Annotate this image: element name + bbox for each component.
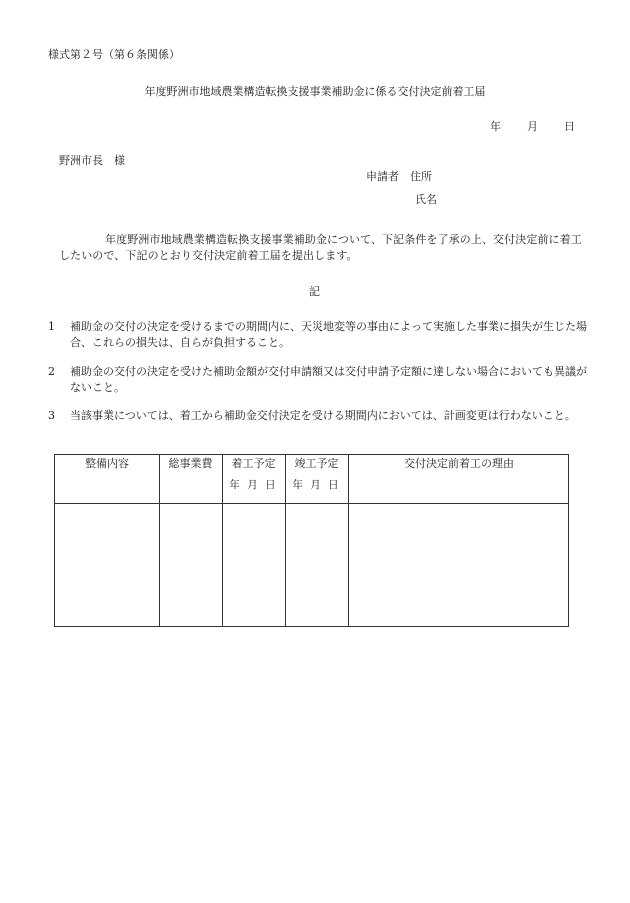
date-line [490, 121, 575, 132]
date-day: 日 [564, 120, 575, 133]
document-title: 年度野洲市地域農業構造転換支援事業補助金に係る交付決定前着工届 [144, 85, 486, 98]
condition-text: 補助金の交付の決定を受けるまでの期間内に、天災地変等の事由によって実施した事業に損失が生じた場合、これらの損失は、自らが負担すること。 [70, 320, 587, 349]
header-content: 整備内容 [85, 457, 129, 470]
condition-item [48, 364, 588, 396]
table-divider [348, 455, 349, 626]
date-month: 月 [527, 120, 538, 133]
header-completion-date: 竣工予定 [294, 457, 339, 470]
header-start-date-sub: 年 月 日 [229, 479, 278, 491]
table-header-divider [55, 503, 568, 504]
table-divider [159, 455, 160, 626]
body-paragraph: 年度野洲市地域農業構造転換支援事業補助金について、下記条件を了承の上、交付決定前に着工したいので、下記のとおり交付決定前着工届を提出します。 [59, 233, 582, 262]
date-year: 年 [490, 120, 501, 133]
condition-number: 2 [48, 365, 55, 378]
form-number: 様式第２号（第６条関係） [48, 48, 180, 61]
condition-item [48, 408, 588, 424]
condition-text: 補助金の交付の決定を受けた補助金額が交付申請額又は交付申請予定額に達しない場合においても異議がないこと。 [70, 365, 587, 394]
condition-item [48, 319, 588, 351]
applicant-address-label: 申請者 住所 [366, 170, 432, 183]
condition-text: 当該事業については、着工から補助金交付決定を受ける期間内においては、計画変更は行わないこと。 [70, 409, 576, 422]
header-completion-date-sub: 年 月 日 [292, 479, 341, 491]
header-start-date: 着工予定 [231, 457, 276, 470]
condition-number: 1 [48, 320, 55, 333]
ki-heading: 記 [309, 285, 320, 298]
construction-table [54, 454, 569, 627]
applicant-name-label: 氏名 [415, 193, 437, 206]
addressee: 野洲市長 様 [59, 154, 125, 167]
header-total-cost: 総事業費 [168, 457, 213, 470]
condition-number: 3 [48, 409, 55, 422]
header-reason: 交付決定前着工の理由 [404, 457, 514, 470]
